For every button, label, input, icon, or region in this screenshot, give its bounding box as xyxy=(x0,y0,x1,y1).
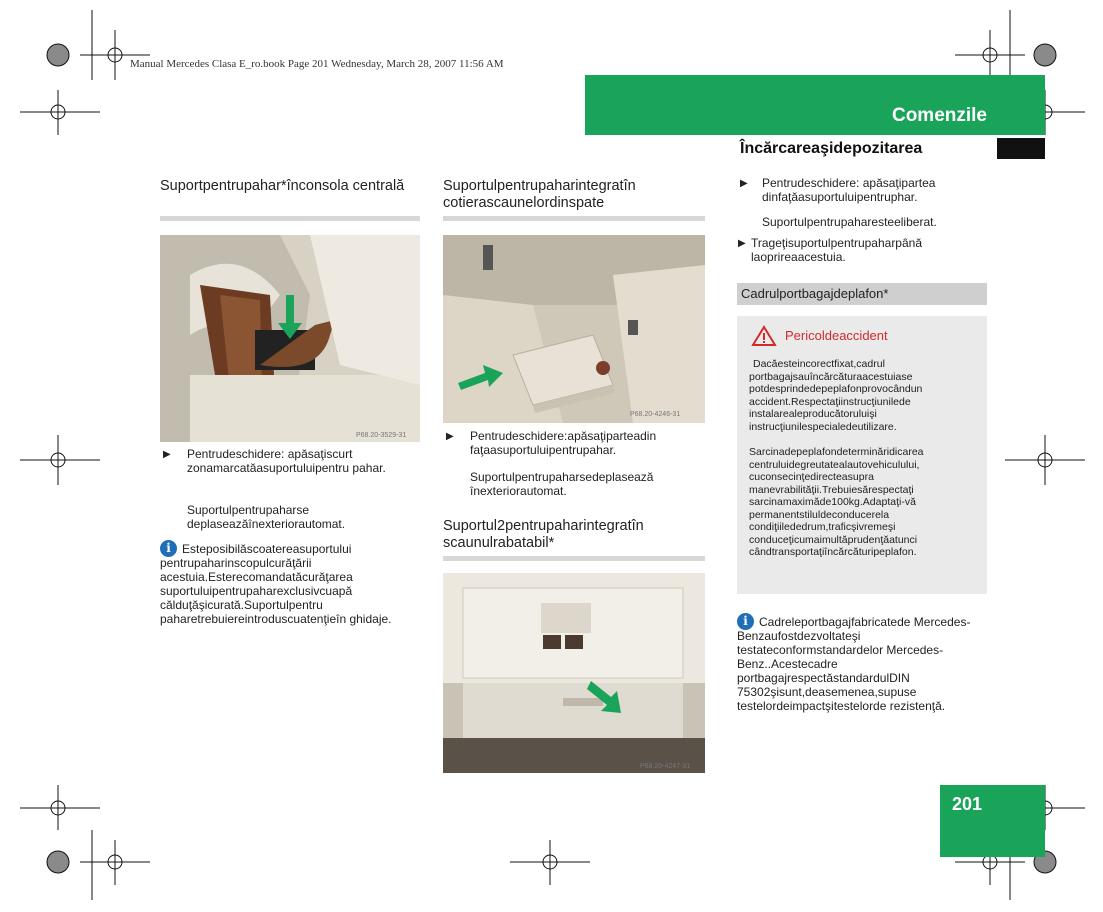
col1-result-text: Suportulpentrupaharse deplaseazăînexteriorautomat. xyxy=(187,503,346,531)
col1-heading: Suportpentrupahar*înconsola centrală xyxy=(160,178,405,194)
section-title: Comenzile xyxy=(891,105,987,126)
col2-bullet-marker: ▶ xyxy=(446,431,454,442)
col2-rule1 xyxy=(443,216,705,221)
col2-bullet-text: Pentrudeschidere:apăsaţiparteadin faţaasuportuluipentrupahar. xyxy=(470,429,657,457)
col1-bullet-marker: ▶ xyxy=(163,449,171,460)
page-number: 201 xyxy=(952,794,983,814)
col3-info-text: Cadreleportbagajfabricatede Mercedes-Benzaufostdezvoltateşi testateconformstandardelor Mercedes-Benz..Acestecadre portbagajrespectăstandardulDIN 75302şisunt,deasemenea,supuse testelordeimpactşitestelorde rezistenţă. xyxy=(737,615,971,713)
col2-heading1: Suportulpentrupaharintegratîn cotierascaunelordinspate xyxy=(443,178,636,211)
warning-triangle-icon xyxy=(751,325,777,347)
folding-seat-photo-code: P68.20-4247-31 xyxy=(640,763,691,770)
subsection-title: Încărcareaşidepozitarea xyxy=(740,140,923,157)
col2-heading2: Suportul2pentrupaharintegratîn scaunulrabatabil* xyxy=(443,518,644,551)
armrest-photo-code: P68.20-4246-31 xyxy=(630,411,681,418)
col1-rule xyxy=(160,216,420,221)
col3-bullet2-text: Trageţisuportulpentrupaharpână laoprireaacestuia. xyxy=(751,236,923,264)
col3-bullet1-marker: ▶ xyxy=(740,178,748,189)
col1-bullet-text: Pentrudeschidere: apăsaţiscurt zonamarcatăasuportuluipentru pahar. xyxy=(187,447,386,475)
warning-title: Pericoldeaccident xyxy=(785,328,888,343)
info-icon: i xyxy=(160,540,177,557)
header-marker-block xyxy=(997,138,1045,159)
col2-result-text: Suportulpentrupaharsedeplasează înexteriorautomat. xyxy=(470,470,654,498)
roof-rack-section-title: Cadrulportbagajdeplafon* xyxy=(741,286,889,301)
warning-box xyxy=(737,316,987,594)
rear-armrest-cupholder-photo xyxy=(443,235,705,423)
folding-seat-cupholder-photo xyxy=(443,573,705,773)
col2-rule2 xyxy=(443,556,705,561)
col3-result1-text: Suportulpentrupaharesteeliberat. xyxy=(762,215,937,229)
warning-paragraph-2: Sarcinadepeplafondeterminăridicarea centruluidegreutatealautovehiculului, cuconsecinţedirecteasupra manevrabilităţii.Trebuiesărespectaţi sarcinamaximăde100kg.Adaptaţi-vă permanentstiluldeconducerela condiţiilededrum,traficşivremeşi conduceţicumaimultăprudenţăatunci cândtransportaţiîncărcăturipeplafon. xyxy=(749,446,924,558)
info-icon-2: i xyxy=(737,613,754,630)
warning-paragraph-1: Dacăesteincorectfixat,cadrul portbagajsauîncărcăturaacestuiase potdesprindedepeplafonprovocândun accident.Respectaţiinstrucţiunilede instalarealeproducătoruluişi instrucţiunilespecialedeutilizare. xyxy=(749,358,923,433)
col1-info-text: Esteposibilăscoatereasuportului pentrupaharinscopulcurăţării acestuia.Esterecomandatăcurăţarea suportuluipentrupaharexclusivcuapă călduţăşicurată.Suportulpentru paharetrebuiereintroduscuatenţieîn ghidaje. xyxy=(160,542,392,626)
print-header: Manual Mercedes Clasa E_ro.book Page 201 Wednesday, March 28, 2007 11:56 AM xyxy=(130,58,504,70)
col3-bullet2-marker: ▶ xyxy=(738,238,746,249)
console-cupholder-photo xyxy=(160,235,420,442)
section-header-band xyxy=(585,75,1045,135)
roof-rack-section-bar xyxy=(737,283,987,305)
console-photo-code: P68.20-3529-31 xyxy=(356,432,407,439)
page-number-block xyxy=(940,785,1045,857)
col3-bullet1-text: Pentrudeschidere: apăsaţipartea dinfaţăasuportuluipentruphar. xyxy=(762,176,936,204)
